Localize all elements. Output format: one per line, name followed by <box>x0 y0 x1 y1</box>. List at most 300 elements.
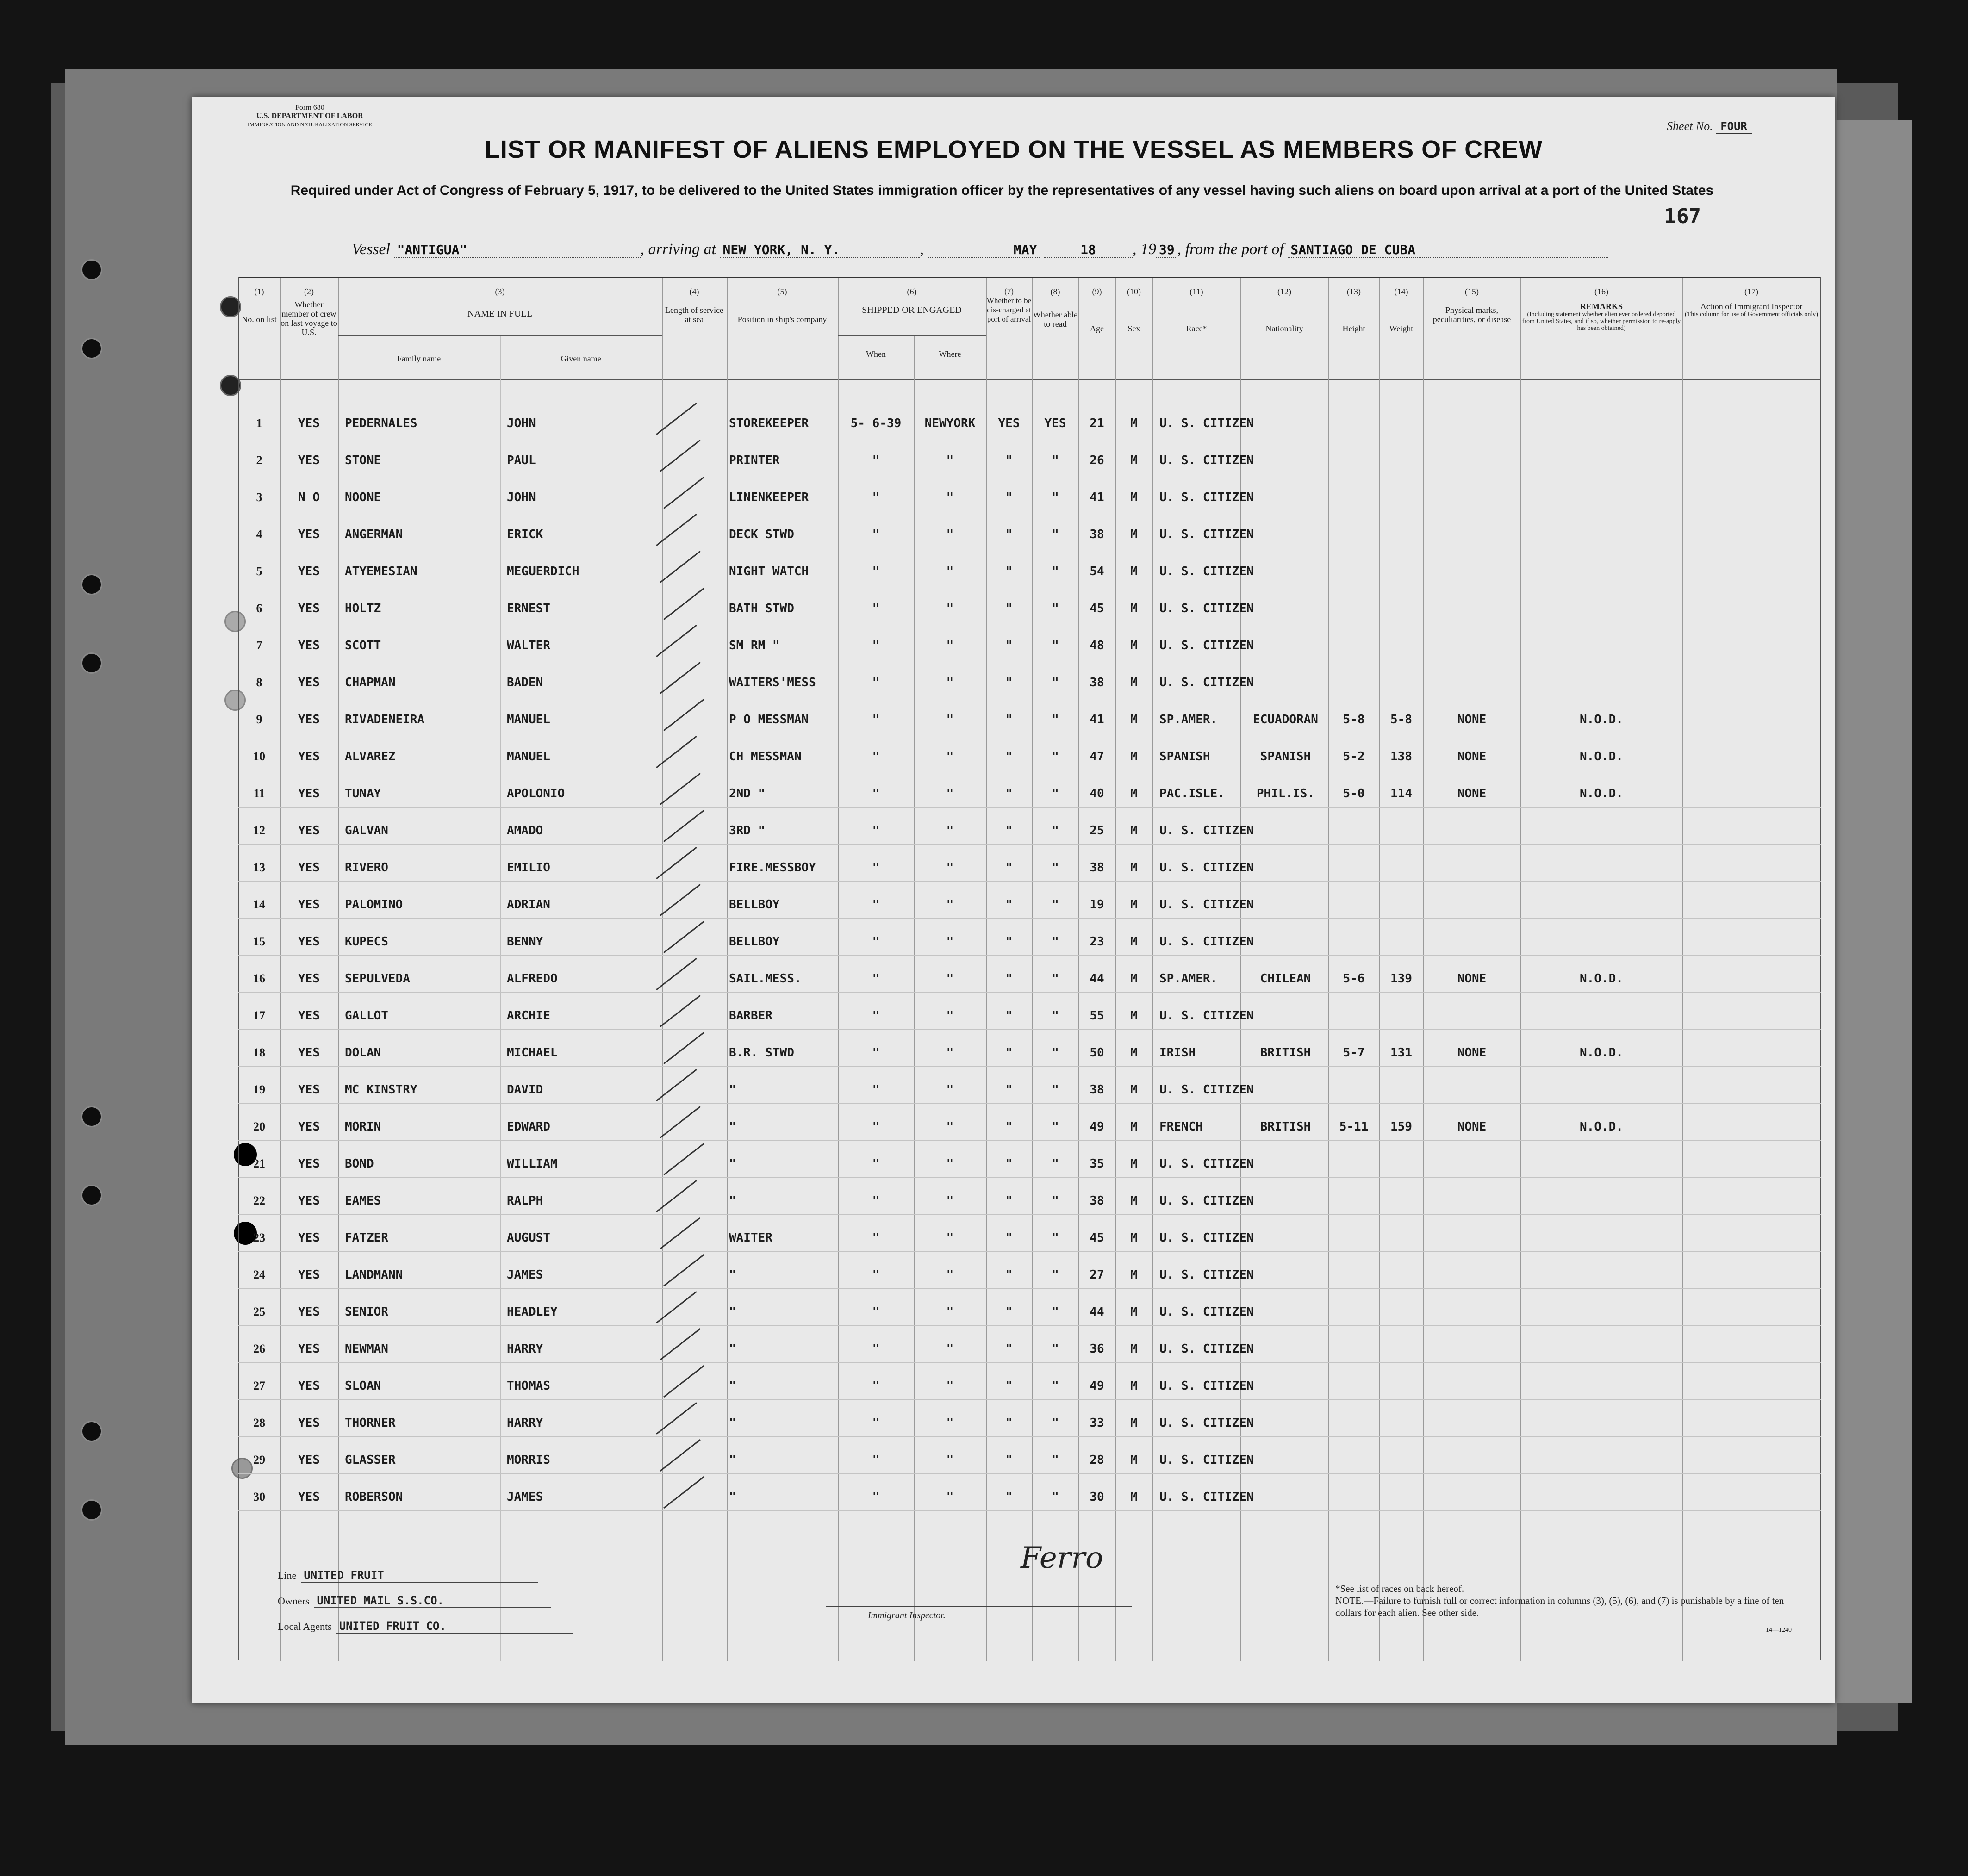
cell-read: " <box>1052 1120 1059 1134</box>
cell-no: 14 <box>253 898 265 911</box>
cell-read: " <box>1052 972 1059 986</box>
cell-race: U. S. CITIZEN <box>1159 676 1254 690</box>
cell-when: " <box>872 491 880 504</box>
cell-where: " <box>946 824 954 838</box>
cell-race: U. S. CITIZEN <box>1159 935 1254 949</box>
cell-age: 38 <box>1090 1083 1104 1097</box>
cell-race: U. S. CITIZEN <box>1159 898 1254 912</box>
cell-read: " <box>1052 453 1059 467</box>
cell-voy: YES <box>298 935 320 949</box>
cell-read: " <box>1052 676 1059 690</box>
cell-voy: YES <box>298 602 320 615</box>
cell-family: MC KINSTRY <box>345 1083 417 1097</box>
cell-given: BENNY <box>507 935 543 949</box>
cell-read: " <box>1052 787 1059 801</box>
row-rule <box>238 1177 1821 1178</box>
cell-voy: YES <box>298 1342 320 1356</box>
cell-given: HARRY <box>507 1416 543 1430</box>
cell-rem: N.O.D. <box>1580 787 1623 801</box>
col-header-action: (17) Action of Immigrant Inspector (This column for use of Government officials only) <box>1685 287 1818 318</box>
cell-voy: YES <box>298 898 320 912</box>
cell-sex: M <box>1130 565 1138 578</box>
stamp-number: 167 <box>1664 205 1701 228</box>
cell-no: 12 <box>253 824 265 837</box>
cell-family: GALLOT <box>345 1009 388 1023</box>
cell-pos: B.R. STWD <box>729 1046 794 1060</box>
cell-age: 26 <box>1090 453 1104 467</box>
cell-dis: " <box>1005 972 1013 986</box>
cell-sex: M <box>1130 787 1138 801</box>
cell-sex: M <box>1130 1416 1138 1430</box>
cell-age: 48 <box>1090 639 1104 652</box>
cell-read: " <box>1052 861 1059 875</box>
cell-given: MICHAEL <box>507 1046 558 1060</box>
cell-family: RIVERO <box>345 861 388 875</box>
cell-given: WALTER <box>507 639 550 652</box>
cell-read: YES <box>1044 416 1066 430</box>
cell-where: " <box>946 491 954 504</box>
cell-dis: " <box>1005 565 1013 578</box>
row-rule <box>238 1473 1821 1474</box>
cell-age: 55 <box>1090 1009 1104 1023</box>
service-tick-mark <box>660 1328 701 1360</box>
cell-voy: YES <box>298 639 320 652</box>
cell-voy: YES <box>298 1268 320 1282</box>
cell-given: RALPH <box>507 1194 543 1208</box>
cell-given: MANUEL <box>507 750 550 764</box>
cell-read: " <box>1052 713 1059 727</box>
cell-phys: NONE <box>1457 713 1487 727</box>
cell-ht: 5-0 <box>1343 787 1365 801</box>
col-header-physical: (15) Physical marks, peculiarities, or disease <box>1432 287 1511 324</box>
cell-voy: YES <box>298 972 320 986</box>
cell-voy: YES <box>298 528 320 541</box>
cell-dis: " <box>1005 898 1013 912</box>
cell-when: " <box>872 787 880 801</box>
cell-given: MORRIS <box>507 1453 550 1467</box>
cell-dis: " <box>1005 750 1013 764</box>
row-rule <box>238 1436 1821 1437</box>
cell-no: 6 <box>256 602 262 615</box>
cell-rem: N.O.D. <box>1580 713 1623 727</box>
cell-pos: " <box>729 1083 736 1097</box>
cell-pos: FIRE.MESSBOY <box>729 861 816 875</box>
cell-read: " <box>1052 935 1059 949</box>
col-header-nationality: (12) Nationality <box>1265 287 1303 333</box>
cell-age: 23 <box>1090 935 1104 949</box>
binder-hole <box>81 1499 102 1521</box>
cell-sex: M <box>1130 1009 1138 1023</box>
cell-pos: STOREKEEPER <box>729 416 809 430</box>
cell-where: " <box>946 639 954 652</box>
cell-no: 13 <box>253 861 265 874</box>
cell-wt: 114 <box>1390 787 1412 801</box>
service-tick-mark <box>660 995 701 1027</box>
cell-race: U. S. CITIZEN <box>1159 1157 1254 1171</box>
cell-no: 7 <box>256 639 262 652</box>
row-rule <box>238 1288 1821 1289</box>
cell-given: WILLIAM <box>507 1157 558 1171</box>
cell-race: U. S. CITIZEN <box>1159 1453 1254 1467</box>
cell-phys: NONE <box>1457 787 1487 801</box>
service-tick-mark <box>660 773 701 805</box>
cell-given: BADEN <box>507 676 543 690</box>
cell-voy: YES <box>298 565 320 578</box>
cell-voy: YES <box>298 1305 320 1319</box>
binder-hole <box>81 1106 102 1127</box>
cell-no: 8 <box>256 676 262 689</box>
cell-where: " <box>946 750 954 764</box>
cell-pos: " <box>729 1453 736 1467</box>
cell-pos: " <box>729 1305 736 1319</box>
col-header-given: Given name <box>561 354 601 363</box>
cell-race: U. S. CITIZEN <box>1159 1416 1254 1430</box>
cell-where: " <box>946 935 954 949</box>
cell-race: FRENCH <box>1159 1120 1203 1134</box>
cell-voy: YES <box>298 1490 320 1504</box>
cell-race: U. S. CITIZEN <box>1159 1194 1254 1208</box>
cell-sex: M <box>1130 1046 1138 1060</box>
cell-voy: YES <box>298 1157 320 1171</box>
cell-race: U. S. CITIZEN <box>1159 1342 1254 1356</box>
cell-family: FATZER <box>345 1231 388 1245</box>
cell-read: " <box>1052 824 1059 838</box>
cell-where: " <box>946 1305 954 1319</box>
row-rule <box>238 1140 1821 1141</box>
cell-no: 20 <box>253 1120 265 1133</box>
cell-given: JOHN <box>507 491 536 504</box>
service-tick-mark <box>660 662 701 694</box>
cell-sex: M <box>1130 416 1138 430</box>
cell-no: 25 <box>253 1305 265 1318</box>
cell-when: " <box>872 639 880 652</box>
cell-given: JAMES <box>507 1490 543 1504</box>
cell-where: " <box>946 1490 954 1504</box>
cell-dis: " <box>1005 1083 1013 1097</box>
cell-read: " <box>1052 1157 1059 1171</box>
cell-where: " <box>946 787 954 801</box>
service-tick-mark <box>660 884 701 916</box>
cell-no: 9 <box>256 713 262 726</box>
cell-sex: M <box>1130 1194 1138 1208</box>
cell-family: DOLAN <box>345 1046 381 1060</box>
cell-sex: M <box>1130 1305 1138 1319</box>
cell-rem: N.O.D. <box>1580 750 1623 764</box>
cell-sex: M <box>1130 935 1138 949</box>
cell-pos: " <box>729 1416 736 1430</box>
cell-where: " <box>946 1268 954 1282</box>
cell-read: " <box>1052 639 1059 652</box>
cell-pos: SAIL.MESS. <box>729 972 802 986</box>
cell-voy: YES <box>298 750 320 764</box>
cell-when: " <box>872 972 880 986</box>
col-header-race: (11) Race* <box>1186 287 1207 333</box>
cell-voy: YES <box>298 787 320 801</box>
service-tick-mark <box>663 699 704 731</box>
cell-pos: " <box>729 1490 736 1504</box>
row-rule <box>238 881 1821 882</box>
cell-sex: M <box>1130 1268 1138 1282</box>
cell-sex: M <box>1130 528 1138 541</box>
cell-where: " <box>946 713 954 727</box>
service-tick-mark <box>660 440 701 472</box>
cell-family: ALVAREZ <box>345 750 396 764</box>
cell-family: PEDERNALES <box>345 416 417 430</box>
cell-read: " <box>1052 1416 1059 1430</box>
cell-no: 23 <box>253 1231 265 1244</box>
col-header-shipped: (6) SHIPPED OR ENGAGED <box>862 287 962 315</box>
page-subtitle: Required under Act of Congress of February 5, 1917, to be delivered to the United States immigration officer by the representatives of any vessel having such aliens on board upon arrival at a port of the United States <box>290 183 1714 198</box>
footer-owners: Owners UNITED MAIL S.S.CO. <box>278 1594 551 1608</box>
cell-age: 38 <box>1090 861 1104 875</box>
cell-when: " <box>872 1194 880 1208</box>
cell-voy: YES <box>298 1083 320 1097</box>
cell-voy: YES <box>298 1194 320 1208</box>
owners-value: UNITED MAIL S.S.CO. <box>314 1594 551 1608</box>
cell-family: SCOTT <box>345 639 381 652</box>
cell-dis: " <box>1005 787 1013 801</box>
cell-voy: N O <box>298 491 320 504</box>
cell-where: " <box>946 1009 954 1023</box>
cell-phys: NONE <box>1457 1120 1487 1134</box>
cell-nat: BRITISH <box>1260 1120 1311 1134</box>
column-rule <box>500 335 501 1661</box>
cell-dis: YES <box>998 416 1020 430</box>
arrival-port: NEW YORK, N. Y. <box>720 242 920 258</box>
col-header-height: (13) Height <box>1342 287 1365 333</box>
col-header-family: Family name <box>397 354 441 363</box>
cell-where: " <box>946 1083 954 1097</box>
cell-race: SP.AMER. <box>1159 972 1218 986</box>
cell-where: " <box>946 1231 954 1245</box>
cell-where: " <box>946 1157 954 1171</box>
binder-hole <box>81 259 102 280</box>
cell-voy: YES <box>298 416 320 430</box>
cell-where: " <box>946 1342 954 1356</box>
cell-age: 54 <box>1090 565 1104 578</box>
cell-no: 3 <box>256 491 262 504</box>
cell-race: U. S. CITIZEN <box>1159 1379 1254 1393</box>
cell-when: " <box>872 1342 880 1356</box>
cell-pos: CH MESSMAN <box>729 750 802 764</box>
cell-no: 28 <box>253 1416 265 1429</box>
service-tick-mark <box>660 1106 701 1138</box>
row-rule <box>238 1029 1821 1030</box>
cell-dis: " <box>1005 491 1013 504</box>
cell-dis: " <box>1005 1231 1013 1245</box>
service-tick-mark <box>663 1254 704 1286</box>
cell-no: 22 <box>253 1194 265 1207</box>
cell-pos: P O MESSMAN <box>729 713 809 727</box>
cell-given: AUGUST <box>507 1231 550 1245</box>
cell-where: NEWYORK <box>924 416 976 430</box>
col-header-position: (5) Position in ship's company <box>737 287 827 324</box>
agents-value: UNITED FRUIT CO. <box>336 1620 573 1634</box>
cell-no: 2 <box>256 453 262 467</box>
cell-when: " <box>872 565 880 578</box>
binder-hole <box>81 574 102 595</box>
cell-pos: BELLBOY <box>729 935 780 949</box>
cell-age: 19 <box>1090 898 1104 912</box>
cell-pos: DECK STWD <box>729 528 794 541</box>
cell-race: U. S. CITIZEN <box>1159 824 1254 838</box>
cell-read: " <box>1052 1268 1059 1282</box>
cell-family: MORIN <box>345 1120 381 1134</box>
cell-no: 21 <box>253 1157 265 1170</box>
cell-nat: CHILEAN <box>1260 972 1311 986</box>
cell-ht: 5-8 <box>1343 713 1365 727</box>
cell-when: " <box>872 1268 880 1282</box>
cell-read: " <box>1052 1194 1059 1208</box>
col-header-service: (4) Length of service at sea <box>665 287 723 324</box>
cell-dis: " <box>1005 935 1013 949</box>
cell-family: LANDMANN <box>345 1268 403 1282</box>
cell-family: TUNAY <box>345 787 381 801</box>
cell-sex: M <box>1130 1453 1138 1467</box>
cell-given: ERICK <box>507 528 543 541</box>
cell-sex: M <box>1130 1120 1138 1134</box>
service-tick-mark <box>663 1476 704 1509</box>
cell-given: DAVID <box>507 1083 543 1097</box>
cell-voy: YES <box>298 824 320 838</box>
cell-given: JOHN <box>507 416 536 430</box>
column-rule <box>1379 278 1380 1661</box>
cell-when: " <box>872 935 880 949</box>
cell-age: 30 <box>1090 1490 1104 1504</box>
cell-read: " <box>1052 1490 1059 1504</box>
service-tick-mark <box>663 1032 704 1064</box>
column-rule <box>1682 278 1683 1661</box>
cell-family: NEWMAN <box>345 1342 388 1356</box>
table-top-border <box>238 277 1821 278</box>
cell-race: U. S. CITIZEN <box>1159 639 1254 652</box>
cell-given: ARCHIE <box>507 1009 550 1023</box>
cell-sex: M <box>1130 453 1138 467</box>
cell-race: SPANISH <box>1159 750 1210 764</box>
cell-dis: " <box>1005 1194 1013 1208</box>
cell-pos: " <box>729 1157 736 1171</box>
row-rule <box>238 1325 1821 1326</box>
cell-given: MANUEL <box>507 713 550 727</box>
cell-dis: " <box>1005 1453 1013 1467</box>
vessel-name: "ANTIGUA" <box>394 242 641 258</box>
cell-race: U. S. CITIZEN <box>1159 1268 1254 1282</box>
cell-sex: M <box>1130 824 1138 838</box>
cell-phys: NONE <box>1457 972 1487 986</box>
cell-family: STONE <box>345 453 381 467</box>
cell-when: " <box>872 898 880 912</box>
cell-pos: 2ND " <box>729 787 766 801</box>
footer-agents: Local Agents UNITED FRUIT CO. <box>278 1620 573 1634</box>
cell-age: 38 <box>1090 1194 1104 1208</box>
cell-family: SEPULVEDA <box>345 972 410 986</box>
cell-voy: YES <box>298 1379 320 1393</box>
cell-family: CHAPMAN <box>345 676 396 690</box>
cell-age: 38 <box>1090 676 1104 690</box>
name-subheader-rule <box>338 335 662 336</box>
cell-family: RIVADENEIRA <box>345 713 425 727</box>
cell-phys: NONE <box>1457 750 1487 764</box>
cell-given: HARRY <box>507 1342 543 1356</box>
cell-read: " <box>1052 565 1059 578</box>
cell-when: " <box>872 1009 880 1023</box>
cell-voy: YES <box>298 713 320 727</box>
binder-hole <box>81 338 102 359</box>
cell-family: ATYEMESIAN <box>345 565 417 578</box>
cell-pos: NIGHT WATCH <box>729 565 809 578</box>
cell-no: 29 <box>253 1453 265 1466</box>
cell-family: GLASSER <box>345 1453 396 1467</box>
cell-age: 41 <box>1090 713 1104 727</box>
cell-sex: M <box>1130 491 1138 504</box>
binder-hole <box>81 652 102 674</box>
cell-pos: " <box>729 1268 736 1282</box>
cell-given: ERNEST <box>507 602 550 615</box>
col-header-where: Where <box>939 349 961 359</box>
cell-pos: BATH STWD <box>729 602 794 615</box>
cell-dis: " <box>1005 1305 1013 1319</box>
column-rule <box>1520 278 1521 1661</box>
cell-where: " <box>946 528 954 541</box>
cell-dis: " <box>1005 713 1013 727</box>
cell-pos: PRINTER <box>729 453 780 467</box>
row-rule <box>238 807 1821 808</box>
cell-nat: BRITISH <box>1260 1046 1311 1060</box>
cell-dis: " <box>1005 1046 1013 1060</box>
service-tick-mark <box>663 477 704 509</box>
cell-sex: M <box>1130 972 1138 986</box>
row-rule <box>238 918 1821 919</box>
cell-when: " <box>872 1305 880 1319</box>
cell-read: " <box>1052 1009 1059 1023</box>
binder-hole <box>81 1421 102 1442</box>
cell-voy: YES <box>298 1046 320 1060</box>
cell-family: ANGERMAN <box>345 528 403 541</box>
col-header-voyage: (2) Whether member of crew on last voyage to U.S. <box>280 287 337 337</box>
cell-age: 44 <box>1090 972 1104 986</box>
cell-age: 49 <box>1090 1120 1104 1134</box>
cell-age: 25 <box>1090 824 1104 838</box>
cell-sex: M <box>1130 676 1138 690</box>
cell-family: ROBERSON <box>345 1490 403 1504</box>
cell-voy: YES <box>298 453 320 467</box>
row-rule <box>238 992 1821 993</box>
cell-when: " <box>872 861 880 875</box>
cell-wt: 138 <box>1390 750 1412 764</box>
page-title: LIST OR MANIFEST OF ALIENS EMPLOYED ON THE VESSEL AS MEMBERS OF CREW <box>484 136 1543 163</box>
cell-age: 47 <box>1090 750 1104 764</box>
cell-family: GALVAN <box>345 824 388 838</box>
service-tick-mark <box>663 921 704 953</box>
cell-pos: BARBER <box>729 1009 772 1023</box>
row-rule <box>238 1399 1821 1400</box>
cell-family: SENIOR <box>345 1305 388 1319</box>
cell-where: " <box>946 861 954 875</box>
cell-no: 16 <box>253 972 265 985</box>
cell-sex: M <box>1130 898 1138 912</box>
cell-no: 11 <box>253 787 265 800</box>
cell-race: U. S. CITIZEN <box>1159 565 1254 578</box>
col-header-when: When <box>866 349 886 359</box>
cell-given: AMADO <box>507 824 543 838</box>
cell-ht: 5-7 <box>1343 1046 1365 1060</box>
service-tick-mark <box>660 1439 701 1472</box>
cell-no: 19 <box>253 1083 265 1096</box>
cell-given: MEGUERDICH <box>507 565 579 578</box>
cell-sex: M <box>1130 1157 1138 1171</box>
cell-dis: " <box>1005 602 1013 615</box>
cell-age: 35 <box>1090 1157 1104 1171</box>
